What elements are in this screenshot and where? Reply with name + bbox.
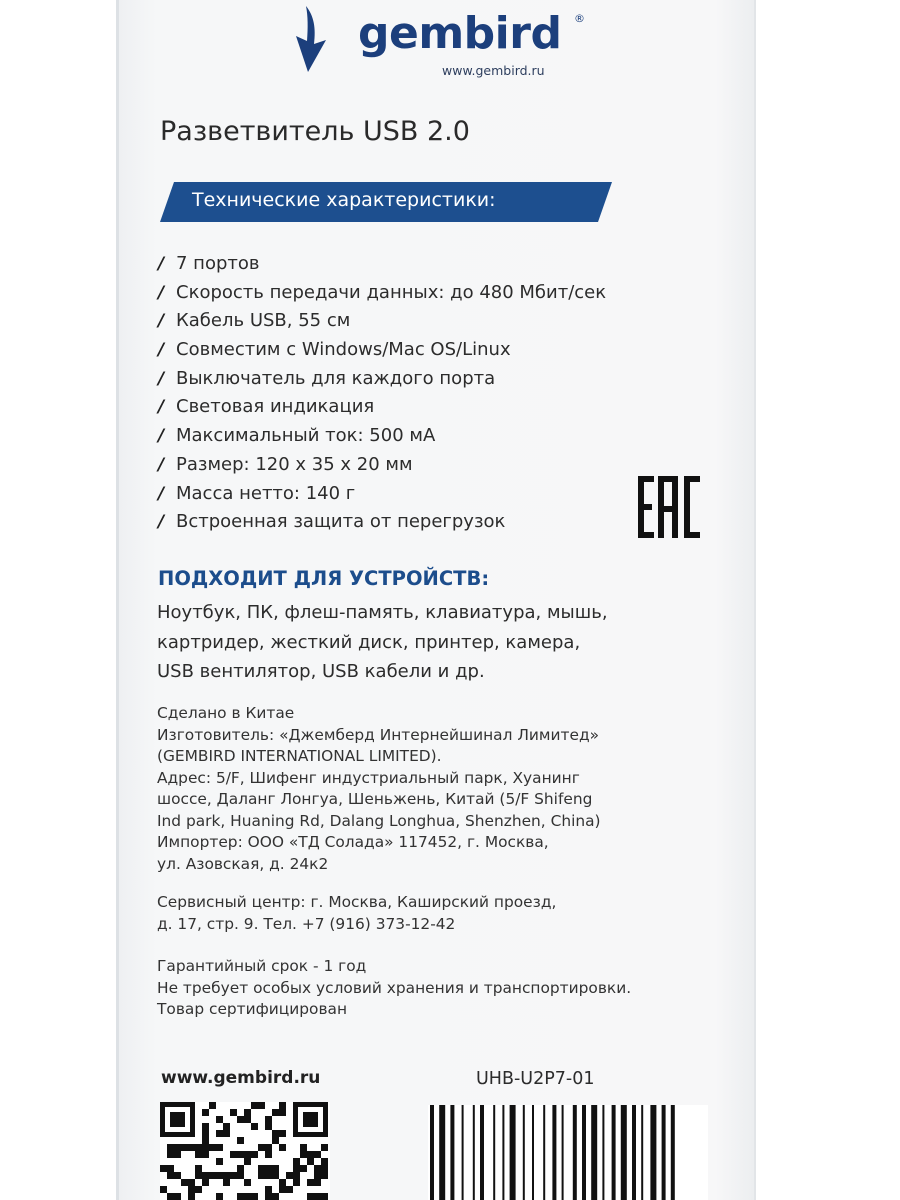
feature-text: Встроенная защита от перегрузок	[176, 511, 506, 533]
warranty-line: Не требует особых условий хранения и транспортировки.	[157, 978, 632, 997]
product-title: Разветвитель USB 2.0	[160, 116, 470, 147]
specs-heading: Технические характеристики:	[192, 189, 496, 211]
background-right	[756, 0, 900, 1200]
devices-text	[157, 598, 717, 687]
feature-text: Максимальный ток: 500 мА	[176, 425, 436, 447]
feature-text: Совместим с Windows/Mac OS/Linux	[176, 339, 511, 361]
devices-line: Ноутбук, ПК, флеш-память, клавиатура, мышь,	[157, 602, 608, 623]
bullet-slash-icon: /	[158, 340, 165, 361]
eac-certification-mark	[636, 474, 702, 540]
background-left	[0, 0, 118, 1200]
list-item	[158, 393, 606, 422]
bullet-slash-icon: /	[158, 426, 165, 447]
manufacturer-line: ул. Азовская, д. 24к2	[157, 854, 329, 873]
feature-text: Кабель USB, 55 см	[176, 310, 351, 332]
feature-list	[158, 250, 606, 537]
manufacturer-line: Изготовитель: «Джемберд Интернейшинал Лимитед»	[157, 725, 600, 744]
model-code: UHB-U2P7-01	[476, 1069, 595, 1089]
list-item	[158, 336, 606, 365]
feature-text: Выключатель для каждого порта	[176, 367, 496, 389]
website-bottom: www.gembird.ru	[161, 1068, 321, 1088]
manufacturer-line: Импортер: ООО «ТД Солада» 117452, г. Москва,	[157, 833, 549, 851]
feature-text: Скорость передачи данных: до 480 Мбит/сек	[176, 281, 607, 303]
list-item	[158, 307, 606, 336]
manufacturer-info	[157, 703, 601, 875]
list-item	[158, 365, 606, 394]
manufacturer-line: Ind park, Huaning Rd, Dalang Longhua, Shenzhen, China)	[157, 811, 601, 830]
specs-banner	[160, 182, 612, 222]
warranty-info	[157, 956, 631, 1021]
gembird-swoosh-logo	[292, 6, 332, 72]
service-line: д. 17, стр. 9. Тел. +7 (916) 373-12-42	[157, 914, 456, 933]
bullet-slash-icon: /	[158, 512, 165, 533]
manufacturer-line: (GEMBIRD INTERNATIONAL LIMITED).	[157, 747, 442, 765]
warranty-line: Гарантийный срок - 1 год	[157, 957, 367, 975]
feature-text: 7 портов	[176, 253, 260, 274]
registered-mark: ®	[574, 12, 585, 25]
feature-text: Размер: 120 х 35 х 20 мм	[176, 453, 413, 475]
list-item	[158, 451, 606, 480]
manufacturer-line: Адрес: 5/F, Шифенг индустриальный парк, Хуанинг	[157, 768, 580, 787]
barcode-icon	[428, 1105, 708, 1200]
bullet-slash-icon: /	[158, 254, 165, 274]
qr-code-icon	[160, 1102, 330, 1200]
manufacturer-line: шоссе, Даланг Лонгуа, Шеньжень, Китай (5/F Shifeng	[157, 790, 593, 808]
bullet-slash-icon: /	[158, 397, 165, 418]
list-item	[158, 480, 606, 509]
list-item	[158, 508, 606, 537]
list-item	[158, 250, 606, 279]
bullet-slash-icon: /	[158, 454, 165, 475]
list-item	[158, 279, 606, 308]
list-item	[158, 422, 606, 451]
bullet-slash-icon: /	[158, 311, 165, 332]
bullet-slash-icon: /	[158, 368, 165, 389]
service-line: Сервисный центр: г. Москва, Каширский проезд,	[157, 893, 557, 911]
devices-heading: ПОДХОДИТ ДЛЯ УСТРОЙСТВ:	[158, 567, 490, 590]
warranty-line: Товар сертифицирован	[157, 1000, 348, 1018]
brand-name: gembird	[358, 8, 562, 59]
service-info	[157, 892, 556, 935]
feature-text: Масса нетто: 140 г	[176, 482, 356, 504]
manufacturer-line: Сделано в Китае	[157, 704, 295, 722]
bullet-slash-icon: /	[158, 483, 165, 504]
devices-line: USB вентилятор, USB кабели и др.	[157, 661, 485, 682]
devices-line: картридер, жесткий диск, принтер, камера,	[157, 631, 581, 653]
feature-text: Световая индикация	[176, 396, 375, 418]
bullet-slash-icon: /	[158, 282, 165, 303]
website-top: www.gembird.ru	[442, 63, 545, 78]
